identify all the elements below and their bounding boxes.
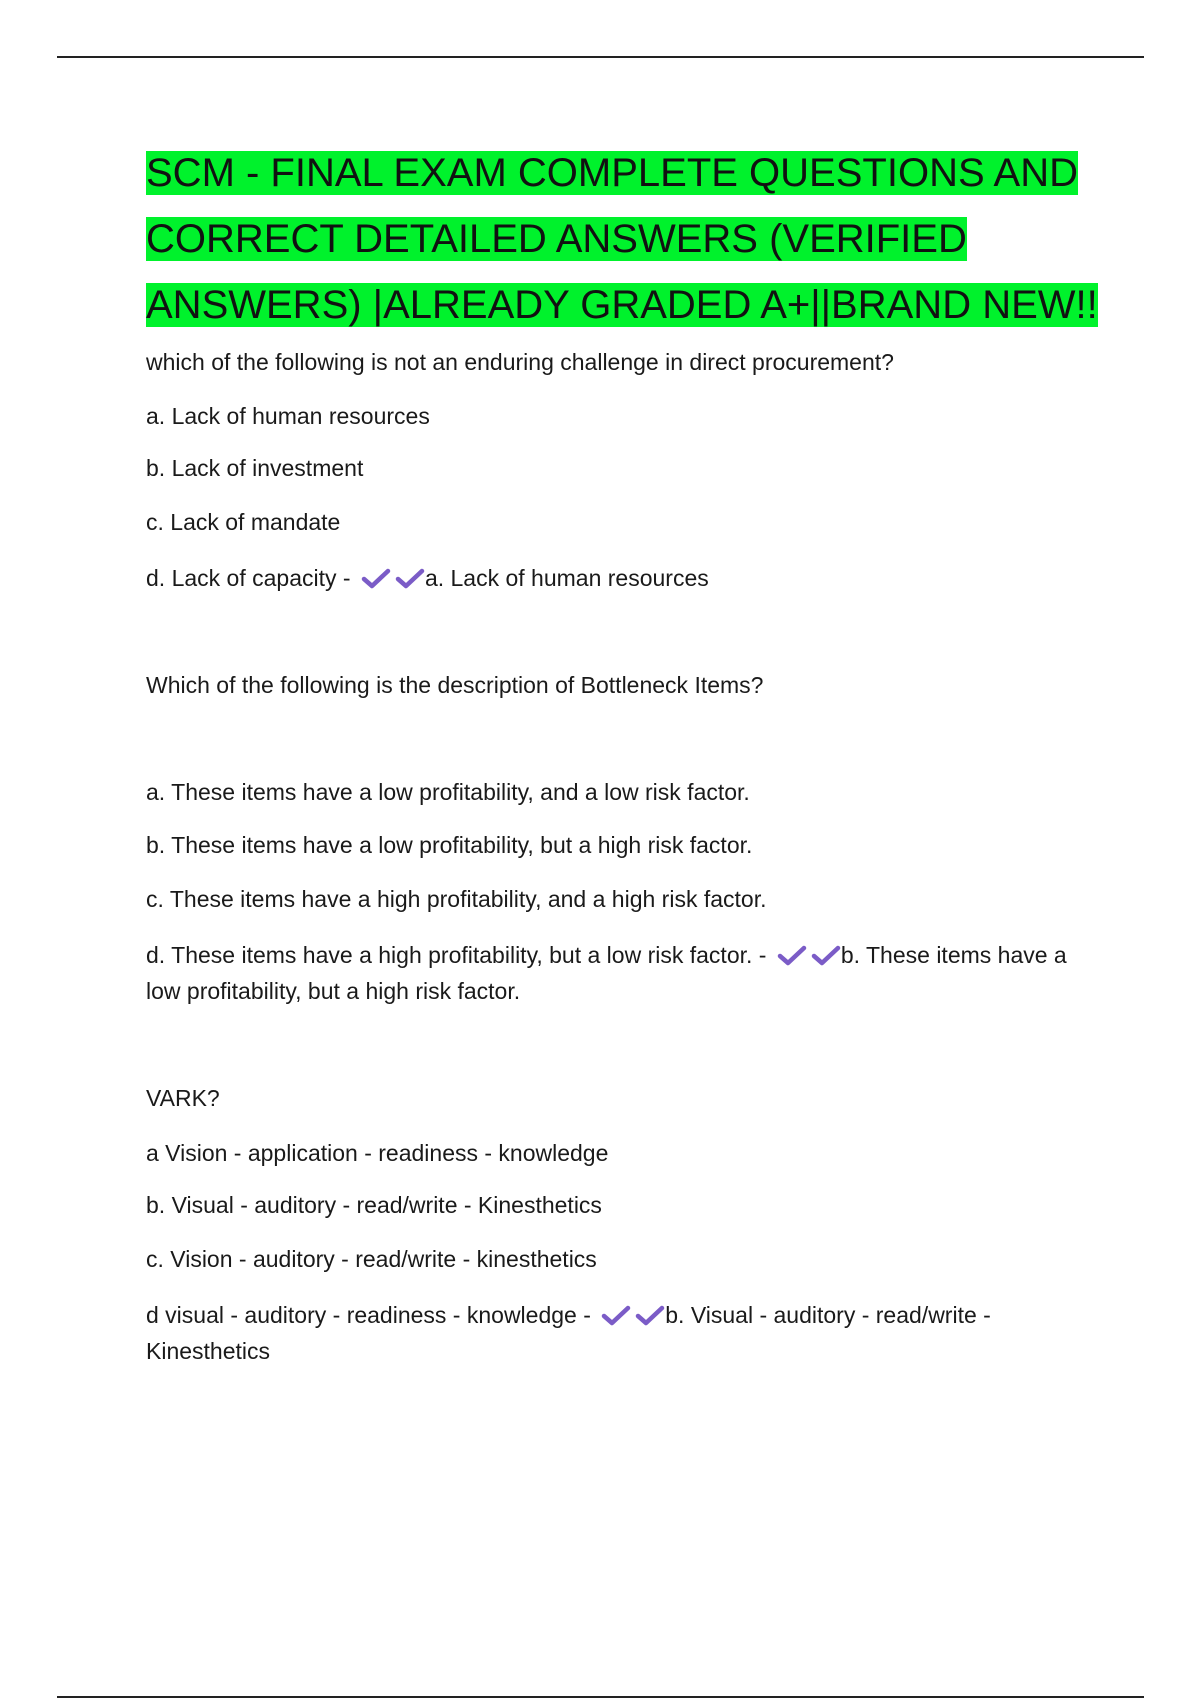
- question-3-text: VARK?: [146, 1085, 220, 1111]
- check-icon: [361, 566, 391, 590]
- bottom-divider: [57, 1696, 1144, 1698]
- question-2-option-d-with-answer: [146, 937, 1106, 1009]
- check-icon: [777, 943, 807, 967]
- question-3-option-d: d visual - auditory - readiness - knowledge -: [146, 1302, 591, 1328]
- question-2-answer: b. These items have a low profitability, but a high risk factor.: [146, 942, 1067, 1004]
- check-icon: [635, 1303, 665, 1327]
- top-divider: [57, 56, 1144, 58]
- question-1-option-a: a. Lack of human resources: [146, 403, 430, 429]
- document-body: [146, 140, 1106, 1369]
- question-1-option-d-with-answer: [146, 560, 1106, 596]
- question-3-option-d-with-answer: [146, 1297, 1106, 1369]
- question-2-option-b: b. These items have a low profitability, but a high risk factor.: [146, 832, 753, 858]
- question-3-option-c: c. Vision - auditory - read/write - kinesthetics: [146, 1246, 597, 1272]
- check-icon: [601, 1303, 631, 1327]
- question-1-answer: a. Lack of human resources: [424, 565, 709, 591]
- question-1-option-c: c. Lack of mandate: [146, 509, 341, 535]
- question-1-option-b: b. Lack of investment: [146, 455, 364, 481]
- question-2-option-a: a. These items have a low profitability, and a low risk factor.: [146, 779, 750, 805]
- check-icon: [395, 566, 425, 590]
- question-3-option-b: b. Visual - auditory - read/write - Kinesthetics: [146, 1192, 602, 1218]
- question-3-option-a: a Vision - application - readiness - knowledge: [146, 1140, 609, 1166]
- question-2-text: Which of the following is the description of Bottleneck Items?: [146, 672, 764, 698]
- question-1-text: which of the following is not an enduring challenge in direct procurement?: [146, 349, 894, 375]
- question-2-option-d: d. These items have a high profitability, but a low risk factor. -: [146, 942, 767, 968]
- check-icon: [811, 943, 841, 967]
- question-3-answer: b. Visual - auditory - read/write - Kinesthetics: [146, 1302, 991, 1364]
- question-1-option-d: d. Lack of capacity -: [146, 565, 351, 591]
- document-title: SCM - FINAL EXAM COMPLETE QUESTIONS AND CORRECT DETAILED ANSWERS (VERIFIED ANSWERS) |ALREADY GRADED A+||BRAND NEW!!: [146, 151, 1098, 327]
- question-2-option-c: c. These items have a high profitability, and a high risk factor.: [146, 886, 767, 912]
